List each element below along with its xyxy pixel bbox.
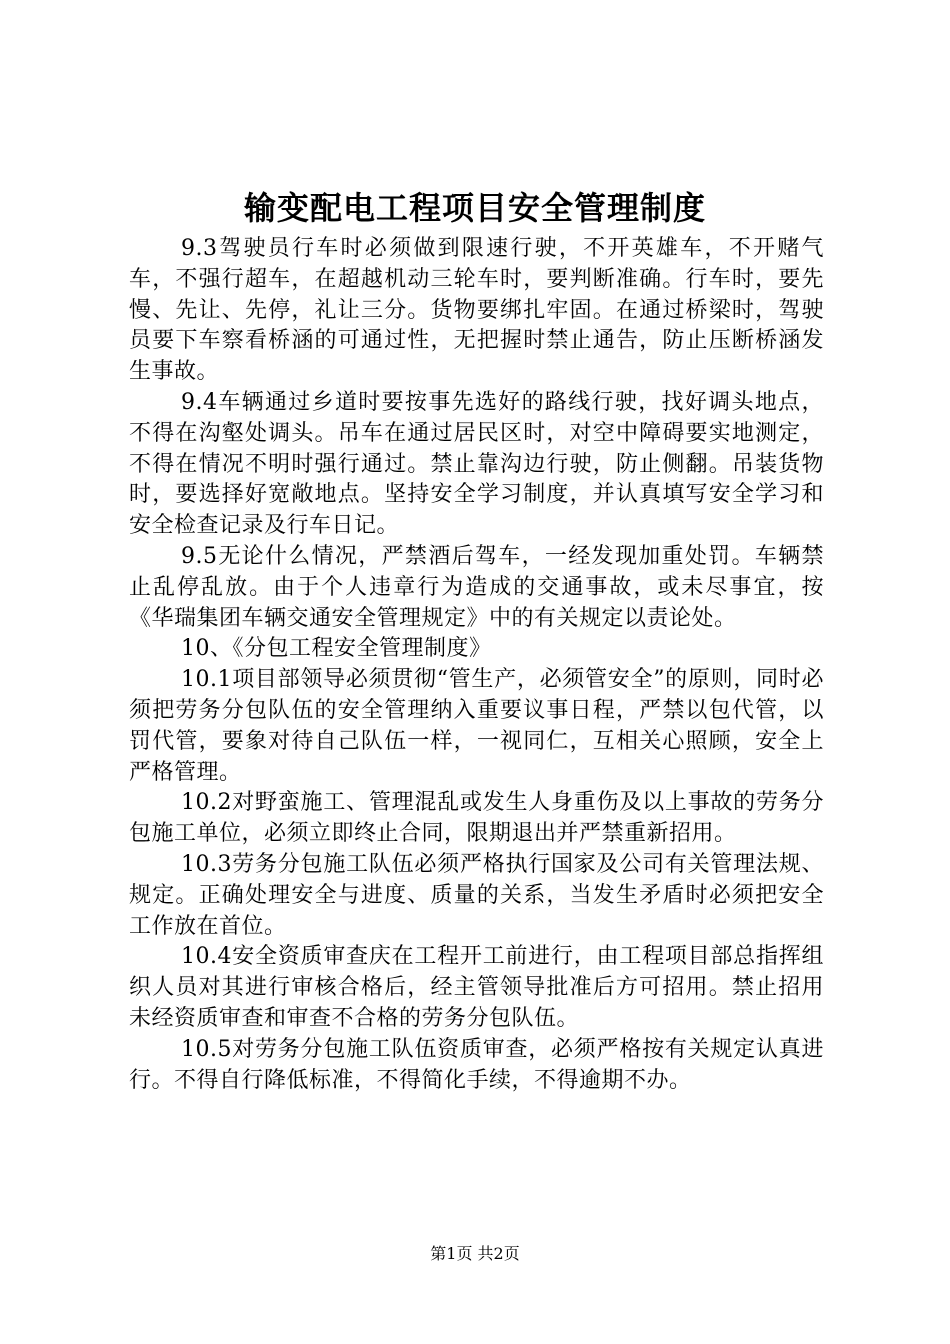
paragraph-10-3: 10.3劳务分包施工队伍必须严格执行国家及公司有关管理法规、规定。正确处理安全与进度、质量的关系，当发生矛盾时必须把安全工作放在首位。 (129, 851, 824, 939)
document-title: 输变配电工程项目安全管理制度 (243, 189, 706, 227)
paragraph-10-5: 10.5对劳务分包施工队伍资质审查，必须严格按有关规定认真进行。不得自行降低标准，不得简化手续，不得逾期不办。 (129, 1036, 824, 1093)
paragraph-10-2: 10.2对野蛮施工、管理混乱或发生人身重伤及以上事故的劳务分包施工单位，必须立即终止合同，限期退出并严禁重新招用。 (129, 790, 824, 847)
document-body (129, 234, 824, 1096)
paragraph-10-4: 10.4安全资质审查庆在工程开工前进行，由工程项目部总指挥组织人员对其进行审核合格后，经主管领导批准后方可招用。禁止招用未经资质审查和审查不合格的劳务分包队伍。 (129, 944, 824, 1031)
paragraph-10-1: 10.1项目部领导必须贯彻“管生产，必须管安全”的原则，同时必须把劳务分包队伍的安全管理纳入重要议事日程，严禁以包代管，以罚代管，要象对待自己队伍一样，一视同仁，互相关心照顾，安全上严格管理。 (129, 667, 824, 785)
page-footer: 第1页 共2页 (430, 1244, 520, 1263)
section-heading-10: 10、《分包工程安全管理制度》 (181, 636, 492, 662)
paragraph-9-4: 9.4车辆通过乡道时要按事先选好的路线行驶，找好调头地点，不得在沟壑处调头。吊车在通过居民区时，对空中障碍要实地测定，不得在情况不明时强行通过。禁止靠沟边行驶，防止侧翻。吊装货物时，要选择好宽敞地点。坚持安全学习制度，并认真填写安全学习和安全检查记录及行车日记。 (129, 389, 824, 539)
paragraph-9-3: 9.3驾驶员行车时必须做到限速行驶，不开英雄车，不开赌气车，不强行超车，在超越机动三轮车时，要判断准确。行车时，要先慢、先让、先停，礼让三分。货物要绑扎牢固。在通过桥梁时，驾驶员要下车察看桥涵的可通过性，无把握时禁止通告，防止压断桥涵发生事故。 (129, 236, 824, 385)
paragraph-9-5: 9.5无论什么情况，严禁酒后驾车，一经发现加重处罚。车辆禁止乱停乱放。由于个人违章行为造成的交通事故，或未尽事宜，按《华瑞集团车辆交通安全管理规定》中的有关规定以责论处。 (129, 543, 824, 631)
